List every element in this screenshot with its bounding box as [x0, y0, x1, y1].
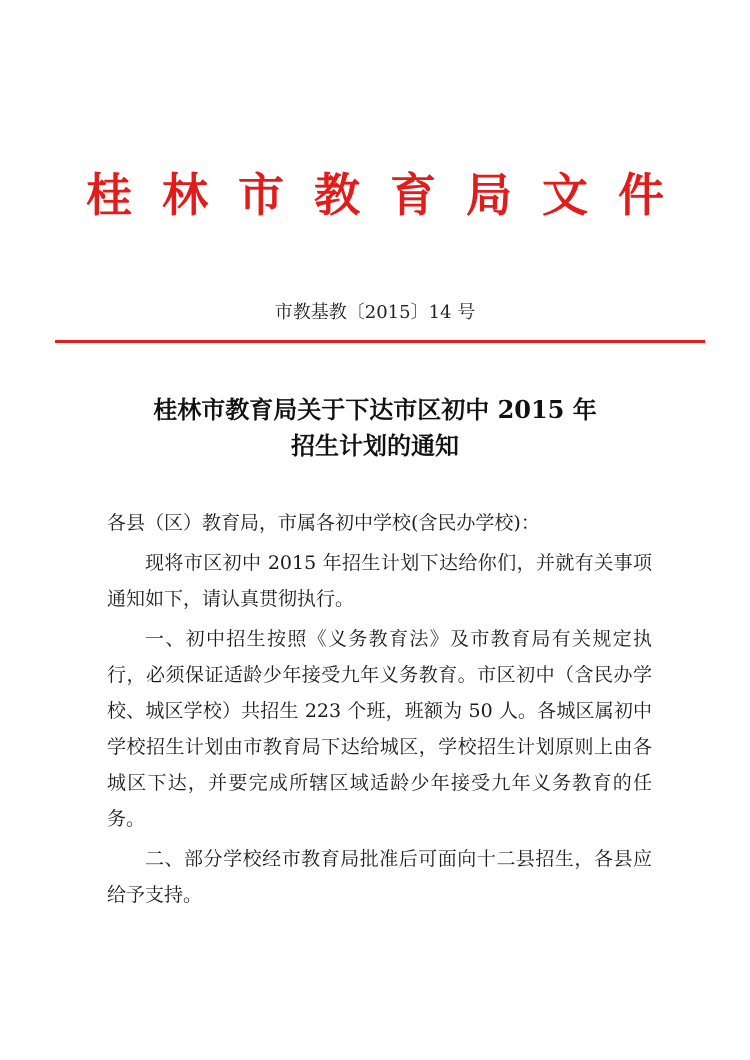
body-paragraph-1: 现将市区初中 2015 年招生计划下达给你们，并就有关事项通知如下，请认真贯彻执行。 — [107, 552, 652, 610]
body-paragraph-3: 二、部分学校经市教育局批准后可面向十二县招生，各县应给予支持。 — [107, 848, 652, 906]
notice-body — [107, 505, 652, 917]
notice-title-line-1: 桂林市教育局关于下达市区初中 2015 年 — [153, 395, 597, 424]
document-number: 市教基教〔2015〕14 号 — [274, 302, 476, 323]
document-header-title: 桂林市教育局文件 — [86, 168, 694, 222]
salutation: 各县（区）教育局，市属各初中学校(含民办学校)： — [107, 512, 540, 534]
red-divider-line — [55, 340, 705, 343]
notice-title — [0, 392, 750, 464]
notice-title-line-2: 招生计划的通知 — [291, 431, 459, 460]
body-paragraph-2: 一、初中招生按照《义务教育法》及市教育局有关规定执行，必须保证适龄少年接受九年义务教育。市区初中（含民办学校、城区学校）共招生 223 个班，班额为 50 人。各城区属初中学校招生计划由市教育局下达给城区，学校招生计划原则上由各城区下达，并要完成所辖区域适龄少年接受九年义务教育的任务。 — [107, 628, 652, 830]
